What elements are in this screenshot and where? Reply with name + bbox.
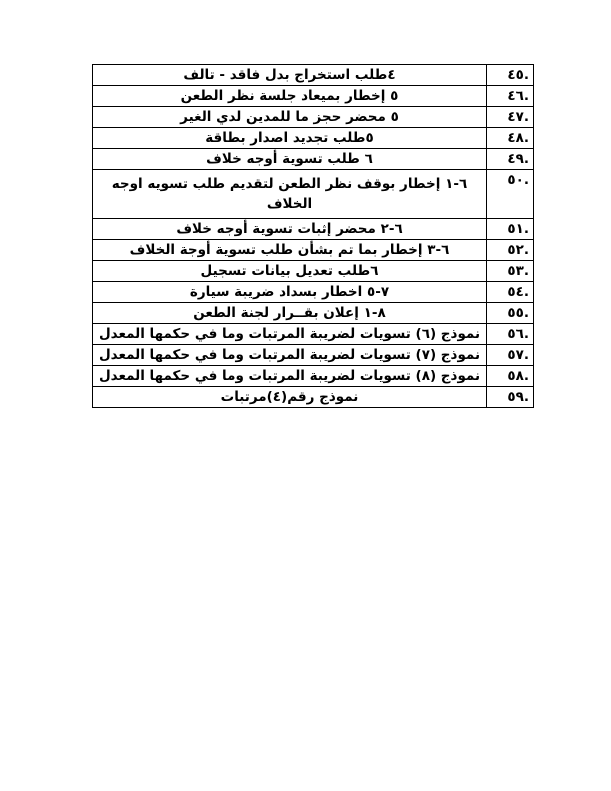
table-row	[93, 387, 534, 408]
table-row	[93, 282, 534, 303]
row-number: .٤٧	[487, 107, 534, 128]
row-text: ٦-١ إخطار بوقف نظر الطعن لتقديم طلب تسويه اوجه الخلاف	[93, 170, 487, 219]
row-number: .٥٩	[487, 387, 534, 408]
table-row	[93, 107, 534, 128]
forms-table	[92, 64, 534, 408]
row-number: .٥١	[487, 219, 534, 240]
row-text: نموذج (٦) تسويات لضريبة المرتبات وما في حكمها المعدل	[93, 324, 487, 345]
table-row	[93, 240, 534, 261]
row-number: .٥٦	[487, 324, 534, 345]
row-number: .٤٨	[487, 128, 534, 149]
row-text: نموذج (٨) تسويات لضريبة المرتبات وما في حكمها المعدل	[93, 366, 487, 387]
row-text: ٦طلب تعديل بيانات تسجيل	[93, 261, 487, 282]
row-text: ٦ طلب تسوية أوجه خلاف	[93, 149, 487, 170]
row-number: .٤٦	[487, 86, 534, 107]
table-row	[93, 303, 534, 324]
table-row	[93, 170, 534, 219]
table-row	[93, 261, 534, 282]
table-row	[93, 366, 534, 387]
row-text: نموذج رقم(٤)مرتبات	[93, 387, 487, 408]
row-number: .٤٥	[487, 65, 534, 86]
row-text: ٥طلب تجديد اصدار بطاقة	[93, 128, 487, 149]
row-text: ٤طلب استخراج بدل فاقد - تالف	[93, 65, 487, 86]
table-row	[93, 219, 534, 240]
row-number: .٥٢	[487, 240, 534, 261]
row-number: .٥٤	[487, 282, 534, 303]
table-row	[93, 345, 534, 366]
row-text: ٧-٥ اخطار بسداد ضريبة سيارة	[93, 282, 487, 303]
row-number: .٥٣	[487, 261, 534, 282]
row-text: ٨-١ إعلان بقــرار لجنة الطعن	[93, 303, 487, 324]
row-text: ٥ محضر حجز ما للمدين لدي الغير	[93, 107, 487, 128]
table-row	[93, 149, 534, 170]
table-row	[93, 65, 534, 86]
table-row	[93, 86, 534, 107]
row-text: ٦-٢ محضر إثبات تسوية أوجه خلاف	[93, 219, 487, 240]
row-number: .٥٥	[487, 303, 534, 324]
row-text: ٦-٣ إخطار بما تم بشأن طلب تسوية أوجة الخلاف	[93, 240, 487, 261]
row-number: .٥٠	[487, 170, 534, 219]
row-text: ٥ إخطار بميعاد جلسة نظر الطعن	[93, 86, 487, 107]
row-number: .٥٨	[487, 366, 534, 387]
row-number: .٤٩	[487, 149, 534, 170]
table-row	[93, 128, 534, 149]
row-text: نموذج (٧) تسويات لضريبة المرتبات وما في حكمها المعدل	[93, 345, 487, 366]
table-row	[93, 324, 534, 345]
row-number: .٥٧	[487, 345, 534, 366]
